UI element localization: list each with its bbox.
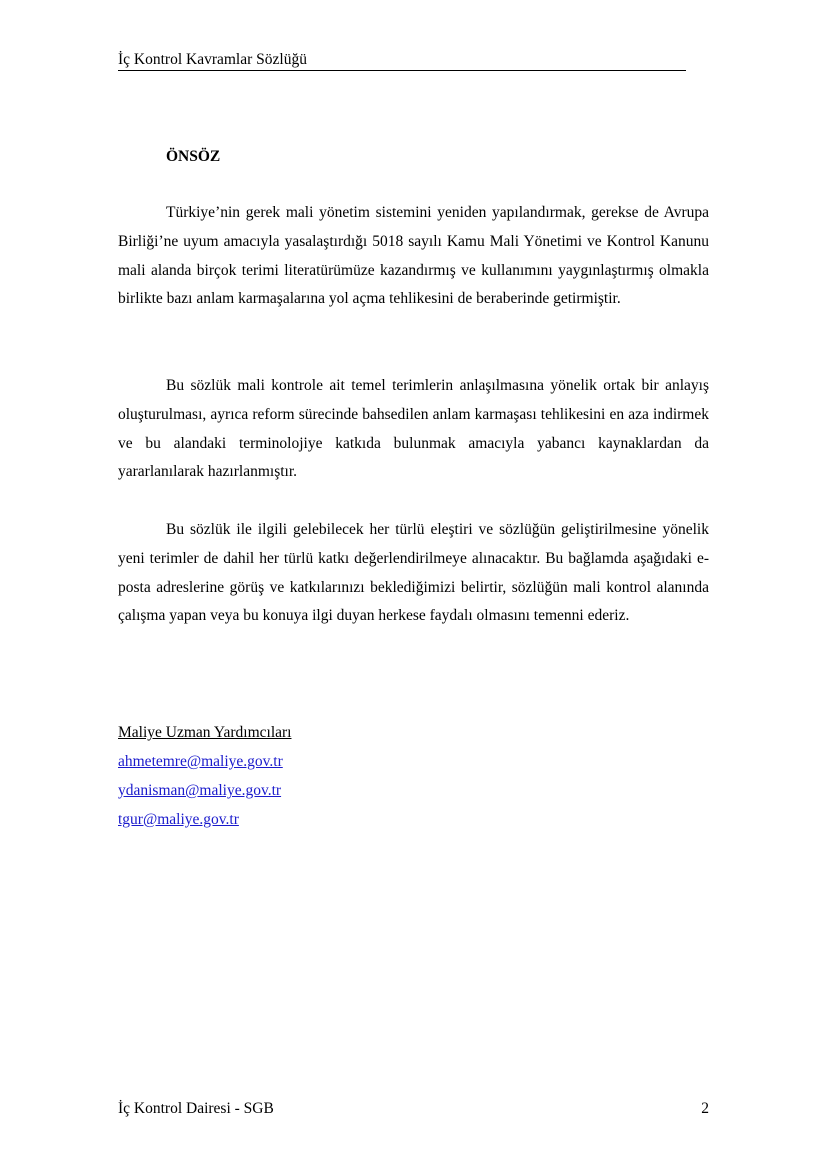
page-number: 2 [701, 1100, 709, 1117]
paragraph: Türkiye’nin gerek mali yönetim sistemini yeniden yapılandırmak, gerekse de Avrupa Birliği’ne uyum amacıyla yasalaştırdığı 5018 sayılı Kamu Mali Yönetimi ve Kontrol Kanunu mali alanda birçok terimi literatürümüze kazandırmış ve kullanımını yaygınlaştırmış olmakla birlikte bazı anlam karmaşalarına yol açma tehlikesini de beraberinde getirmiştir. [118, 204, 709, 308]
email-link[interactable]: ydanisman@maliye.gov.tr [118, 782, 282, 799]
running-header: İç Kontrol Kavramlar Sözlüğü [118, 51, 307, 68]
paragraph: Bu sözlük mali kontrole ait temel terimlerin anlaşılmasına yönelik ortak bir anlayış oluşturulması, ayrıca reform sürecinde bahsedilen anlam karmaşası tehlikesini en aza indirmek ve bu alandaki terminolojiye katkıda bulunmak amacıyla yabancı kaynaklardan da yararlanılarak hazırlanmıştır. [118, 377, 709, 481]
section-title: ÖNSÖZ [166, 148, 221, 165]
paragraph: Bu sözlük ile ilgili gelebilecek her türlü eleştiri ve sözlüğün geliştirilmesine yönelik yeni terimler de dahil her türlü katkı değerlendirilmeye alınacaktır. Bu bağlamda aşağıdaki e-posta adreslerine görüş ve katkılarınızı beklediğimizi belirtir, sözlüğün mali kontrol alanında çalışma yapan veya bu konuya ilgi duyan herkese faydalı olmasını temenni ederiz. [118, 521, 709, 625]
email-link[interactable]: tgur@maliye.gov.tr [118, 811, 239, 828]
email-link[interactable]: ahmetemre@maliye.gov.tr [118, 753, 283, 770]
running-footer: İç Kontrol Dairesi - SGB [118, 1100, 274, 1117]
signature-block [118, 718, 291, 834]
signature-title: Maliye Uzman Yardımcıları [118, 724, 292, 741]
header-rule [118, 70, 686, 71]
